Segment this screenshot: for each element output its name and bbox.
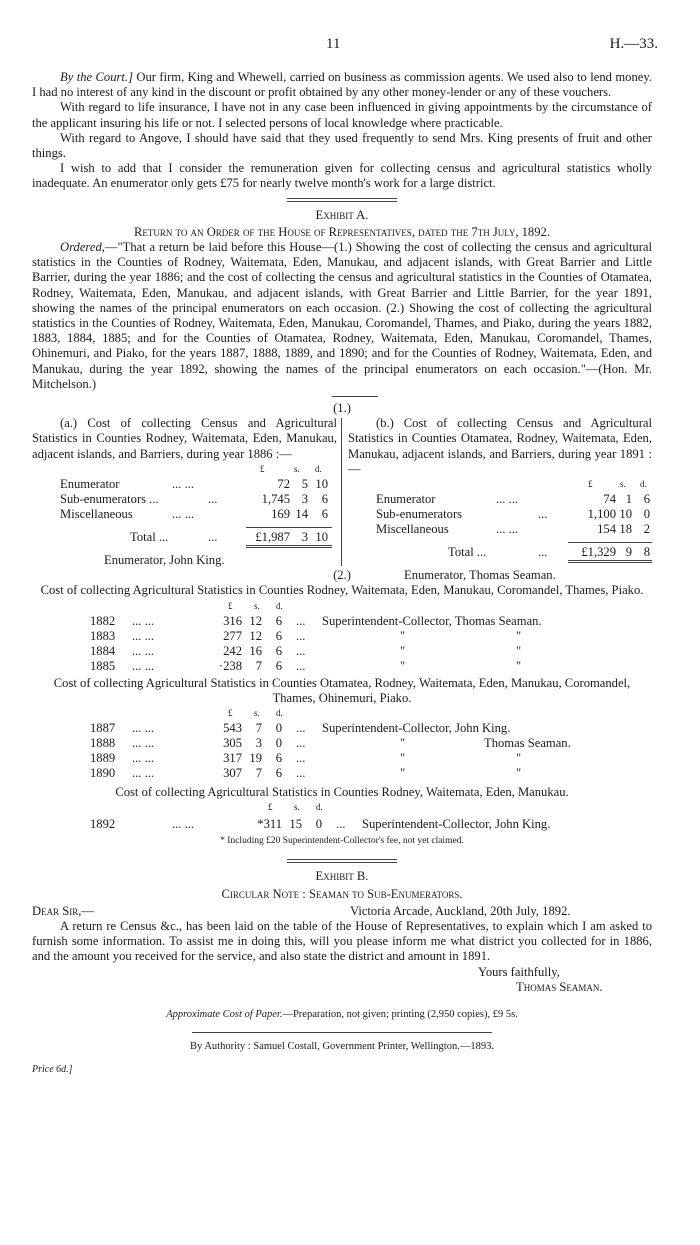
year-row	[32, 721, 652, 736]
row-dots: ... ...	[496, 522, 519, 537]
row-shillings: 1	[625, 492, 632, 507]
paper-cost	[32, 1007, 652, 1022]
total-label: Total ...	[130, 529, 169, 544]
pence: 6	[275, 658, 282, 673]
unit-shilling: s.	[294, 802, 300, 813]
page-header	[0, 36, 700, 56]
shillings: 7	[255, 766, 262, 781]
exhibit-a-title: Exhibit A.	[315, 207, 369, 222]
shillings: 7	[255, 658, 262, 673]
circular-label: Circular Note :	[221, 886, 306, 901]
total-pounds: £1,987	[255, 529, 290, 544]
ditto-mark: "	[400, 628, 406, 643]
row-dots: ... ...	[172, 476, 195, 491]
closing: Yours faithfully,	[478, 964, 560, 979]
total-dots: ...	[208, 529, 218, 544]
account-b-row	[348, 522, 652, 537]
sum-rule-wrap	[32, 522, 337, 530]
account-b-total	[348, 545, 652, 560]
sum-rule-wrap	[348, 537, 652, 545]
shillings: 12	[249, 628, 262, 643]
unit-pence: d.	[640, 479, 647, 490]
pence: 6	[275, 766, 282, 781]
pence: 6	[275, 643, 282, 658]
account-a-row	[32, 492, 337, 507]
pounds: 242	[223, 643, 242, 658]
row-pence: 0	[643, 507, 650, 522]
dots: ...	[296, 628, 306, 643]
letter-signature	[32, 980, 652, 995]
row-shillings: 3	[301, 491, 308, 506]
year: 1882	[90, 613, 116, 628]
ordered-paragraph	[32, 240, 652, 392]
dots: ... ...	[132, 736, 155, 751]
account-a-row	[32, 477, 337, 492]
year-row	[32, 736, 652, 751]
row-pence: 6	[321, 506, 328, 521]
letter-closing	[32, 965, 652, 980]
year-row	[32, 659, 652, 674]
row-label: Enumerator	[376, 492, 436, 507]
intro-paragraph-3: With regard to Angove, I should have said that they used frequently to send Mrs. King presents of fruit and other things.	[32, 130, 652, 161]
row-shillings: 18	[619, 522, 632, 537]
row-label: Enumerator	[60, 476, 120, 491]
pence: 6	[275, 628, 282, 643]
group1-heading: Cost of collecting Agricultural Statistics in Counties Rodney, Waitemata, Eden, Manukau, Coromandel, Thames, Piako.	[40, 583, 644, 598]
total-rule-wrap	[348, 560, 652, 566]
dots: ...	[296, 658, 306, 673]
year: 1885	[90, 658, 116, 673]
paper-cost-text: —Preparation, not given; printing (2,950 copies), £9 5s.	[282, 1008, 518, 1020]
year-row	[32, 629, 652, 644]
pence: 0	[315, 817, 322, 832]
sum-rule	[246, 527, 332, 528]
circular-subject: Seaman to Sub-Enumerators.	[308, 886, 463, 901]
main-text	[32, 70, 652, 1077]
row-dots: ...	[208, 491, 218, 506]
account-b-row	[348, 492, 652, 507]
account-b-enumerator: Enumerator, Thomas Seaman.	[404, 568, 556, 583]
account-b-units	[348, 477, 652, 492]
unit-pence: d.	[315, 463, 322, 474]
exhibit-b-title: Exhibit B.	[315, 869, 369, 884]
row-shillings: 5	[301, 476, 308, 491]
pounds: 305	[223, 736, 242, 751]
ordered-text: —"That a return be laid before this House—(1.) Showing the cost of collecting the census and agricultural statistics in the Counties of Rodney, Waitemata, Eden, Manukau, and adjacent islands, with Great Barrier and Little Barrier, during the year 1886; and the cost of collecting the census and agricultural statistics in the Counties of Otamatea, Rodney, Waitemata, Eden, Manukau, and adjacent islands, with Great Barrier and Little Barrier, for the year 1891, showing the names of the principal enumerators on each occasion. (2.) Showing the cost of collecting the agricultural statistics in the Counties of Rodney, Waitemata, Eden, Manukau, Coromandel, Thames, and Piako, during the years 1882, 1883, 1884, 1885; and for the Counties of Otamatea, Rodney, Waitemata, Eden, Manukau, Coromandel, Thames, Ohinemuri, and Piako, for the years 1887, 1888, 1889, and 1890; and for the Counties of Rodney, Waitemata, Eden, and Manukau, during the year 1892, showing the names of the principal enumerators on each occasion."—(Hon. Mr. Mitchelson.)	[32, 240, 652, 391]
total-label: Total ...	[448, 545, 487, 560]
unit-pound: £	[260, 463, 265, 474]
row-pence: 2	[643, 522, 650, 537]
page-number: 11	[326, 36, 341, 52]
shillings: 12	[249, 613, 262, 628]
ditto-mark: "	[400, 766, 406, 781]
dots: ...	[296, 766, 306, 781]
pounds: 277	[223, 628, 242, 643]
group2-rows	[32, 721, 652, 781]
row-pence: 6	[643, 492, 650, 507]
account-a-row	[32, 507, 337, 522]
intro-p1-text: Our firm, King and Whewell, carried on business as commission agents. We used also to lend money. I had no interest of any kind in the discount or profit obtained by any other money-lender or any of these vouchers.	[32, 70, 652, 100]
dots: ...	[296, 751, 306, 766]
total-pence: 10	[315, 529, 328, 544]
divider	[287, 859, 397, 863]
row-dots: ... ...	[172, 506, 195, 521]
dots: ... ...	[132, 643, 155, 658]
divider	[287, 198, 397, 202]
row-pounds: 72	[277, 476, 290, 491]
row-shillings: 10	[619, 507, 632, 522]
dots: ... ...	[132, 628, 155, 643]
unit-pound: £	[268, 802, 273, 813]
by-the-court: By the Court.]	[60, 70, 133, 84]
two-column-accounts	[32, 416, 652, 583]
account-b	[348, 416, 652, 583]
group2-units	[32, 706, 652, 721]
total-shillings: 3	[301, 529, 308, 544]
dots: ... ...	[132, 766, 155, 781]
pounds: *311	[257, 817, 282, 832]
row-pounds: 1,745	[261, 491, 290, 506]
unit-pound: £	[228, 600, 233, 611]
year: 1889	[90, 751, 116, 766]
unit-shilling: s.	[254, 708, 260, 719]
unit-pound: £	[588, 479, 593, 490]
total-double-rule	[568, 560, 652, 563]
ditto-mark: "	[400, 751, 406, 766]
ditto-mark: "	[516, 628, 522, 643]
total-pence: 8	[643, 545, 650, 560]
pounds: 543	[223, 721, 242, 736]
shillings: 19	[249, 751, 262, 766]
year-row	[32, 614, 652, 629]
row-label: Miscellaneous	[376, 522, 449, 537]
group2-heading: Cost of collecting Agricultural Statistics in Counties Otamatea, Rodney, Waitemata, Eden, Manukau, Coromandel, Thames, Ohinemuri, Piako.	[53, 675, 631, 705]
group1-rows	[32, 614, 652, 674]
pence: 6	[275, 751, 282, 766]
ditto-mark: "	[516, 658, 522, 673]
intro-paragraph-2: With regard to life insurance, I have not in any case been influenced in giving appointments by the circumstance of the applicant insuring his life or not. I selected persons of local knowledge where practicable.	[32, 100, 652, 130]
unit-pound: £	[228, 708, 233, 719]
collector: Thomas Seaman.	[484, 736, 571, 751]
dots: ...	[296, 613, 306, 628]
dots: ... ...	[172, 817, 195, 832]
pence: 0	[275, 721, 282, 736]
account-b-row	[348, 507, 652, 522]
pounds: ·238	[218, 658, 242, 673]
dots: ...	[296, 736, 306, 751]
year: 1883	[90, 628, 116, 643]
ordered-label: Ordered,	[60, 240, 105, 255]
letter-address: Victoria Arcade, Auckland, 20th July, 1892.	[350, 903, 571, 918]
year: 1888	[90, 736, 116, 751]
letter-body: A return re Census &c., has been laid on the table of the House of Representatives, to explain which I am asked to furnish some information. To assist me in doing this, will you please inform me what district you collected for in 1886, and the amount you received for the service, and also state the district and amount in 1891.	[32, 918, 652, 964]
ditto-mark: "	[400, 736, 406, 751]
ditto-mark: "	[516, 766, 522, 781]
column-divider	[341, 418, 342, 566]
account-a-units	[32, 462, 337, 477]
unit-pence: d.	[276, 600, 283, 611]
year-row	[32, 766, 652, 781]
account-a-enumerator: Enumerator, John King.	[104, 552, 225, 567]
year-row	[32, 751, 652, 766]
document-reference: H.—33.	[609, 36, 658, 52]
collector: Superintendent-Collector, John King.	[362, 817, 551, 832]
shillings: 16	[249, 643, 262, 658]
row-pounds: 169	[271, 506, 290, 521]
row-pounds: 154	[597, 522, 616, 537]
ditto-mark: "	[400, 658, 406, 673]
year: 1884	[90, 643, 116, 658]
footnote: * Including £20 Superintendent-Collector's fee, not yet claimed.	[220, 836, 464, 847]
dots: ...	[296, 643, 306, 658]
account-a-total	[32, 530, 337, 545]
authority-line: By Authority : Samuel Costall, Government Printer, Wellington.—1893.	[190, 1040, 494, 1052]
intro-paragraph-1	[32, 70, 652, 100]
pence: 6	[275, 613, 282, 628]
dots: ... ...	[132, 721, 155, 736]
short-rule	[332, 396, 378, 397]
row-pounds: 1,100	[587, 507, 616, 522]
row-label: Miscellaneous	[60, 506, 133, 521]
dots: ... ...	[132, 751, 155, 766]
dots: ...	[336, 817, 346, 832]
pounds: 307	[223, 766, 242, 781]
collector: Superintendent-Collector, John King.	[322, 721, 511, 736]
circular-note-line	[32, 887, 652, 902]
year: 1887	[90, 721, 116, 736]
pounds: 316	[223, 613, 242, 628]
intro-paragraph-4: I wish to add that I consider the remuneration given for collecting census and agricultural statistics wholly inadequate. An enumerator only gets £75 for nearly twelve month's work for a large district.	[32, 161, 652, 191]
sum-rule	[568, 542, 652, 543]
signature-name: Thomas Seaman.	[516, 979, 603, 994]
group3-heading: Cost of collecting Agricultural Statistics in Counties Rodney, Waitemata, Eden, Manukau.	[115, 785, 569, 800]
ditto-mark: "	[516, 751, 522, 766]
group3-units	[32, 800, 652, 815]
unit-shilling: s.	[620, 479, 626, 490]
letter-header	[32, 904, 652, 919]
shillings: 7	[255, 721, 262, 736]
year: 1890	[90, 766, 116, 781]
pence: 0	[275, 736, 282, 751]
paper-cost-label: Approximate Cost of Paper.	[166, 1008, 283, 1020]
row-dots: ...	[538, 507, 548, 522]
year-row	[32, 644, 652, 659]
unit-shilling: s.	[294, 463, 300, 474]
total-pounds: £1,329	[581, 545, 616, 560]
unit-pence: d.	[276, 708, 283, 719]
footer-rule	[192, 1032, 492, 1033]
price: Price 6d.]	[32, 1063, 73, 1075]
unit-pence: d.	[316, 802, 323, 813]
row-pence: 6	[321, 491, 328, 506]
row-pounds: 74	[603, 492, 616, 507]
pounds: 317	[223, 751, 242, 766]
shillings: 15	[289, 817, 302, 832]
row-label: Sub-enumerators ...	[60, 491, 159, 506]
total-shillings: 9	[625, 545, 632, 560]
section-2-label: (2.)	[333, 568, 351, 583]
collector: Superintendent-Collector, Thomas Seaman.	[322, 613, 542, 628]
ditto-mark: "	[516, 643, 522, 658]
total-dots: ...	[538, 545, 548, 560]
ditto-mark: "	[400, 643, 406, 658]
dots: ...	[296, 721, 306, 736]
dots: ... ...	[132, 658, 155, 673]
return-line: Return to an Order of the House of Representatives, dated the 7th July, 1892.	[134, 224, 550, 239]
row-shillings: 14	[295, 506, 308, 521]
row-label: Sub-enumerators	[376, 507, 463, 522]
account-a	[32, 416, 337, 568]
year-row	[32, 817, 652, 832]
unit-shilling: s.	[254, 600, 260, 611]
account-b-heading: (b.) Cost of collecting Census and Agricultural Statistics in Counties Otamatea, Rodney, Waitemata, Eden, Manukau, adjacent islands, and Barriers, during year 1891 :—	[348, 416, 652, 476]
total-rule-wrap	[32, 545, 337, 551]
total-double-rule	[246, 545, 332, 548]
shillings: 3	[255, 736, 262, 751]
year: 1892	[90, 817, 116, 832]
row-pence: 10	[315, 476, 328, 491]
dots: ... ...	[132, 613, 155, 628]
salutation: Dear Sir,—	[32, 903, 94, 918]
account-a-heading: (a.) Cost of collecting Census and Agricultural Statistics in Counties Rodney, Waitemata, Eden, Manukau, adjacent islands, and Barriers, during year 1886 :—	[32, 416, 337, 461]
section-1-label: (1.)	[333, 401, 351, 416]
row-dots: ... ...	[496, 492, 519, 507]
group1-units	[32, 599, 652, 614]
